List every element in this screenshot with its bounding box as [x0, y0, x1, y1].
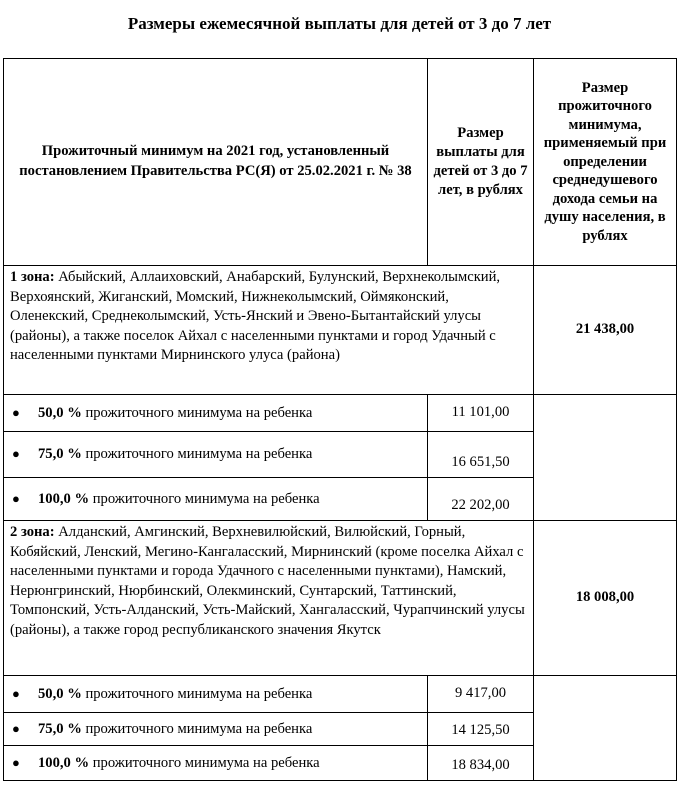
list-item	[4, 746, 428, 781]
table-header-row	[4, 59, 677, 266]
percent-label: 50,0 %	[38, 404, 82, 421]
item-text: прожиточного минимума на ребенка	[85, 404, 313, 421]
percent-label: 50,0 %	[38, 685, 82, 702]
payment-value: 16 651,50	[428, 432, 534, 478]
percent-label: 100,0 %	[38, 754, 90, 771]
percent-label: 100,0 %	[38, 490, 90, 507]
zone-2-regions	[4, 521, 534, 676]
bullet-icon: ●	[12, 490, 20, 506]
zone-2-subsistence: 18 008,00	[534, 521, 677, 676]
percent-label: 75,0 %	[38, 446, 82, 463]
zone-1-region-list: Абыйский, Аллаиховский, Анабарский, Булунский, Верхнеколымский, Верхоянский, Жиганский, Момский, Нижнеколымский, Оймяконский, Оленекский, Среднеколымский, Усть-Янский и Эвено-Бытантайский улусы (районы), а также поселок Айхал с населенными пунктами и город Удачный с населенными пунктами Мирнинского улуса (района)	[10, 269, 501, 364]
list-item	[4, 478, 428, 521]
header-subsistence-minimum: Прожиточный минимум на 2021 год, установленный постановлением Правительства РС(Я) от 25.02.2021 г. № 38	[4, 59, 428, 266]
payment-table	[3, 58, 677, 781]
payment-value: 11 101,00	[428, 395, 534, 432]
empty-cell	[534, 676, 677, 781]
zone-1-item-50	[4, 395, 677, 432]
zone-1-subsistence: 21 438,00	[534, 266, 677, 395]
list-item	[4, 395, 428, 432]
item-text: прожиточного минимума на ребенка	[85, 720, 313, 737]
bullet-icon: ●	[12, 404, 20, 420]
item-text: прожиточного минимума на ребенка	[92, 490, 320, 507]
zone-2-item-50	[4, 676, 677, 713]
bullet-icon: ●	[12, 754, 20, 770]
zone-2-region-list: Алданский, Амгинский, Верхневилюйский, Вилюйский, Горный, Кобяйский, Ленский, Мегино-Кангаласский, Мирнинский (кроме поселка Айхал с населенными пунктами и города Удачного с населенными пунктами), Намский, Нерюнгринский, Нюрбинский, Олекминский, Сунтарский, Таттинский, Томпонский, Усть-Алданский, Усть-Майский, Хангаласский, Чурапчинский улусы (районы), а также город республиканского значения Якутск	[10, 524, 525, 638]
payment-value: 14 125,50	[428, 713, 534, 746]
bullet-icon: ●	[12, 685, 20, 701]
list-item	[4, 432, 428, 478]
payment-value: 22 202,00	[428, 478, 534, 521]
zone-2-row	[4, 521, 677, 676]
item-text: прожиточного минимума на ребенка	[85, 685, 313, 702]
list-item	[4, 713, 428, 746]
zone-2-label: 2 зона:	[10, 524, 55, 540]
empty-cell	[534, 395, 677, 521]
percent-label: 75,0 %	[38, 720, 82, 737]
header-payment-size: Размер выплаты для детей от 3 до 7 лет, в рублях	[428, 59, 534, 266]
zone-1-label: 1 зона:	[10, 269, 55, 285]
payment-value: 18 834,00	[428, 746, 534, 781]
header-income-subsistence: Размер прожиточного минимума, применяемый при определении среднедушевого дохода семьи на душу населения, в рублях	[534, 59, 677, 266]
payment-value: 9 417,00	[428, 676, 534, 713]
bullet-icon: ●	[12, 446, 20, 462]
item-text: прожиточного минимума на ребенка	[85, 446, 313, 463]
zone-1-regions	[4, 266, 534, 395]
zone-1-row	[4, 266, 677, 395]
list-item	[4, 676, 428, 713]
item-text: прожиточного минимума на ребенка	[92, 754, 320, 771]
page-title: Размеры ежемесячной выплаты для детей от 3 до 7 лет	[127, 14, 552, 33]
bullet-icon: ●	[12, 720, 20, 736]
